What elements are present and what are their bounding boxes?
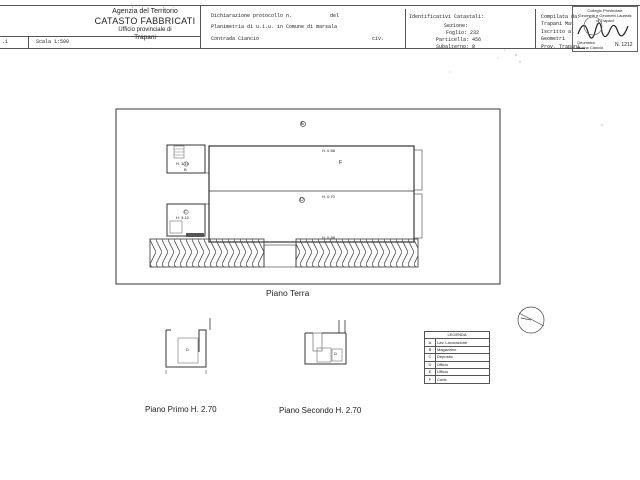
particella-label: Particella: 456	[436, 37, 482, 43]
canopy-right	[296, 239, 418, 267]
north-arrow-icon	[518, 307, 544, 333]
building-protrusion	[414, 150, 422, 190]
legend-row	[425, 361, 490, 368]
legend-label: Magazzino	[436, 346, 490, 353]
compilata-label: Compilata da:	[541, 14, 581, 20]
stamp-tp-text: di Trapani	[596, 18, 614, 23]
stamp-num-text: N. 1212	[615, 42, 633, 48]
height-top: H. 0.58	[322, 148, 335, 153]
scan-speckles	[450, 50, 603, 126]
legend-code: D	[425, 361, 436, 368]
stamp-name-text: Molina Ciancio	[577, 45, 604, 50]
annex-bottom-dark	[186, 233, 204, 237]
identificativi-label: Identificativi Catastali:	[409, 14, 485, 20]
legend-code: C	[425, 354, 436, 361]
annex-bottom-wc	[170, 221, 182, 233]
second-floor-plan	[305, 320, 346, 364]
height-left-2: H. 3.10	[176, 215, 189, 220]
legend-code: B	[425, 346, 436, 353]
civ-label: civ.	[372, 36, 385, 42]
sezione-label: Sezione:	[444, 23, 469, 29]
legend-label: Corte	[436, 376, 490, 383]
canopy-gap	[264, 245, 296, 267]
building-protrusion-2	[414, 194, 422, 238]
legend-header-row	[425, 332, 490, 339]
foglio-label: Foglio: 232	[446, 30, 480, 36]
first-floor-room-label: D	[186, 347, 189, 352]
legend-row	[425, 346, 490, 353]
legend-label: Ufficio	[436, 361, 490, 368]
legend-label: Lav. Lavorazione	[436, 339, 490, 346]
stamp-seal	[584, 17, 602, 35]
label-d: D	[300, 197, 304, 203]
height-mid: H. 0.70	[322, 194, 335, 199]
legend-label: Deposito	[436, 354, 490, 361]
contrada-label: Contrada Ciancio	[211, 36, 260, 42]
left-ref: .1	[2, 39, 9, 45]
label-b: B	[184, 167, 187, 172]
legend-row	[425, 376, 490, 383]
stamp-top-text: Collegio Provinciale	[587, 8, 623, 13]
agency-title: Agenzia del Territorio	[112, 8, 178, 15]
legend-code: A	[425, 339, 436, 346]
second-floor-caption: Piano Secondo H. 2.70	[279, 406, 362, 415]
label-f: F	[339, 160, 343, 166]
dichiarazione-label: Dichiarazione protocollo n.	[211, 13, 293, 19]
ground-floor-caption: Piano Terra	[266, 288, 310, 298]
legend-code: E	[425, 368, 436, 375]
legend-label: Ufficio	[436, 368, 490, 375]
main-building	[209, 146, 414, 242]
iscritto-label: Iscritto al	[541, 29, 575, 35]
height-left-1: H. 3.10	[176, 161, 189, 166]
planimetria-label: Planimetria di u.i.u. in Comune di marsala	[211, 24, 338, 30]
prov-label: Prov. Trapani	[541, 44, 581, 50]
canopy-left	[150, 239, 264, 267]
first-floor-plan	[166, 318, 210, 374]
second-floor-room-label: D	[334, 351, 337, 356]
trapani-mat-label: Trapani Mat	[541, 21, 575, 27]
legend-code: F	[425, 376, 436, 383]
stamp-geo-text: Geometra	[577, 40, 595, 45]
height-bottom: H. 0.88	[322, 235, 335, 240]
city-label: Trapani	[134, 34, 156, 41]
subalterno-label: Subalterno: 8	[436, 44, 476, 50]
office-label: Ufficio provinciale di	[118, 27, 172, 33]
legend-table	[424, 331, 490, 384]
stamp-mid-text: Geometri e Geometri Laureati	[578, 13, 632, 18]
legend-title: LEGENDA	[425, 332, 490, 339]
dichiarazione-value: del	[330, 13, 340, 19]
legend-row	[425, 368, 490, 375]
scale-label: Scala 1:500	[36, 39, 70, 45]
label-c: C	[184, 209, 187, 214]
catasto-title: CATASTO FABBRICATI	[94, 16, 196, 26]
legend-row	[425, 354, 490, 361]
geometri-label: Geometri	[541, 36, 566, 42]
label-e: E	[301, 121, 305, 127]
legend-row	[425, 339, 490, 346]
first-floor-caption: Piano Primo H. 2.70	[145, 405, 217, 414]
